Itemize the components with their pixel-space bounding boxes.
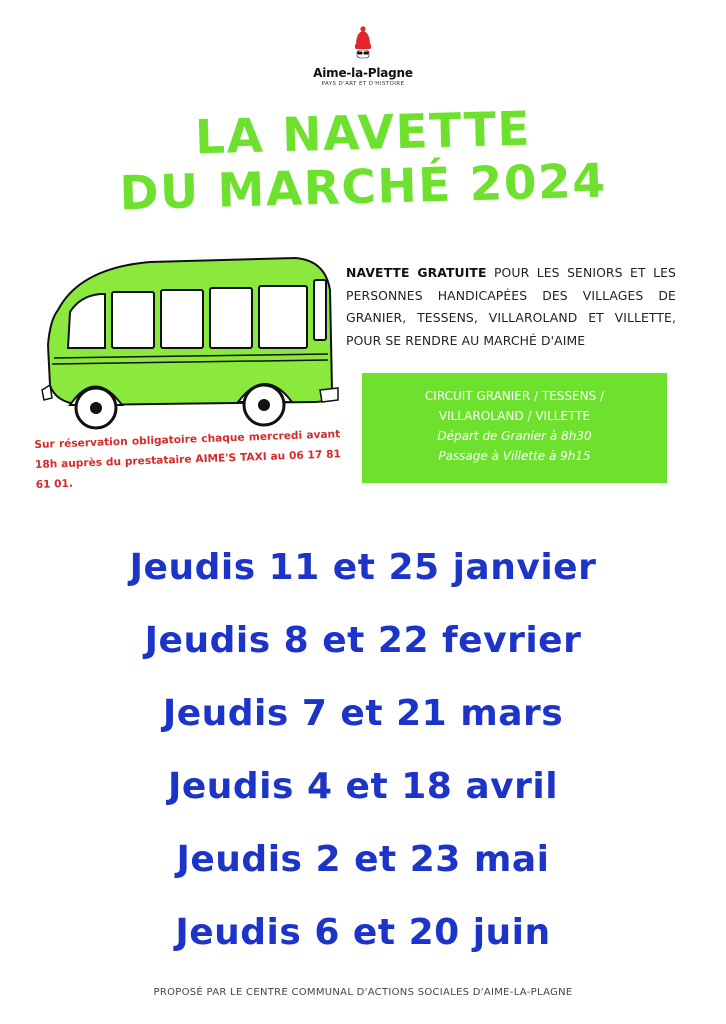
title-line-2: DU MARCHÉ 2024 (118, 153, 608, 222)
date-item-april: Jeudis 4 et 18 avril (167, 766, 559, 807)
title-line-1: LA NAVETTE (194, 101, 532, 166)
logo (0, 26, 726, 87)
reservation-notice: Sur réservation obligatoire chaque mercredi avant 18h auprès du prestataire AIME'S TAXI au 06 17 81 61 01. (34, 428, 342, 491)
service-description-lead: NAVETTE GRATUITE (346, 265, 487, 280)
logo-name: Aime-la-Plagne (313, 66, 413, 80)
service-description-text: POUR LES SENIORS ET LES PERSONNES HANDICAPÉES DES VILLAGES DE GRANIER, TESSENS, VILLAROLAND ET VILLETTE, POUR SE RENDRE AU MARCHÉ D'AIME (346, 265, 676, 348)
logo-tagline: PAYS D'ART ET D'HISTOIRE (321, 81, 405, 87)
circuit-passage: Passage à Villette à 9h15 (438, 449, 591, 463)
date-item-may: Jeudis 2 et 23 mai (176, 839, 550, 880)
date-item-june: Jeudis 6 et 20 juin (175, 912, 551, 953)
circuit-line-1: CIRCUIT GRANIER / TESSENS / (424, 389, 605, 403)
bus-illustration (40, 250, 340, 435)
circuit-departure: Départ de Granier à 8h30 (437, 429, 592, 443)
circuit-line-2: VILLAROLAND / VILLETTE (438, 409, 591, 423)
date-item-january: Jeudis 11 et 25 janvier (129, 547, 597, 588)
date-item-march: Jeudis 7 et 21 mars (162, 693, 564, 734)
date-item-february: Jeudis 8 et 22 fevrier (144, 620, 582, 661)
red-beanie-skier-icon (348, 26, 378, 64)
service-description (346, 262, 676, 352)
footer-credit: PROPOSÉ PAR LE CENTRE COMMUNAL D'ACTIONS SOCIALES D'AIME-LA-PLAGNE (153, 987, 573, 998)
circuit-box (362, 373, 667, 483)
date-list (0, 538, 726, 976)
